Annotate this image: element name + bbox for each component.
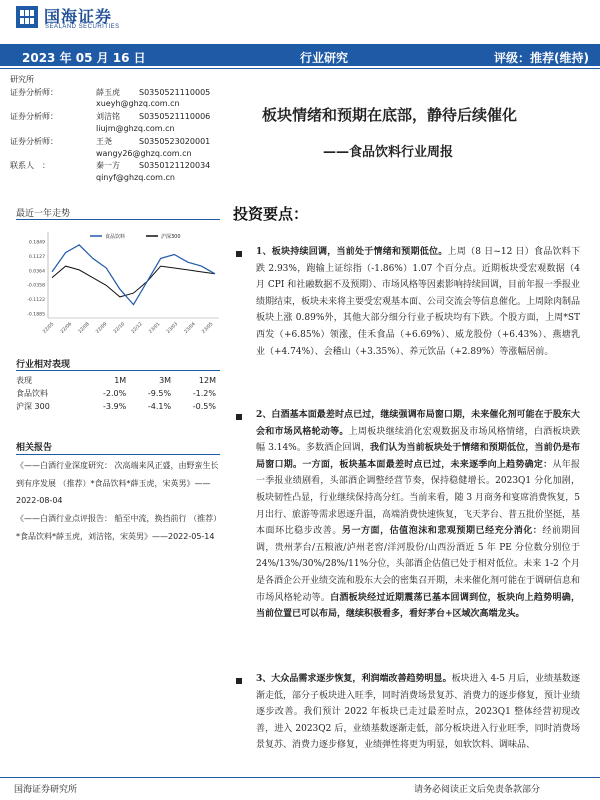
footer-divider [0,777,600,778]
y-tick-label: 0.1849 [28,240,45,246]
table-cell: -9.5% [147,389,172,398]
brand-name: 国海证券 [44,7,113,26]
report-title: 板块情绪和预期在底部，静待后续催化 [262,106,518,124]
table-header-cell: 12M [198,376,216,385]
y-tick-label: -0.1122 [27,298,45,304]
rating-badge: 评级：推荐(维持) [494,51,589,65]
performance-heading: 行业相对表现 [16,360,71,370]
point-paragraph [256,244,580,360]
x-tick-label: 23/03 [166,321,180,335]
bullet-icon [236,414,242,420]
table-cell: -3.9% [103,402,127,411]
table-cell: 食品饮料 [16,389,48,398]
analyst-name: 薛玉虎 [96,88,120,97]
point-emphasis: 我们认为当前板块处于情绪和预期低位，当前仍是布局窗口期。一方面，板块基本面最差时点已过，未来逐季向上趋势确定： [256,443,580,470]
x-tick-label: 22/12 [130,321,144,335]
analyst-license: S0350523020001 [139,137,211,146]
x-tick-label: 23/05 [201,321,215,335]
table-cell: -4.1% [147,402,172,411]
analyst-email[interactable]: qinyf@ghzq.com.cn [96,173,175,182]
analyst-role: 证券分析师： [10,112,58,121]
legend-label-industry: 食品饮料 [105,234,126,240]
x-tick-label: 23/01 [148,321,162,335]
analyst-email[interactable]: wangy26@ghzq.com.cn [96,149,192,158]
table-row [16,387,216,400]
point-text: 上周板块继续消化宏观数据及市场风格情绪，白酒板块跌幅 3.14%。多数酒企回调， [256,426,580,454]
point-paragraph [256,671,580,754]
report-subtitle: ——食品饮料行业周报 [323,145,454,160]
x-tick-label: 22/09 [95,321,109,335]
brand-name-en: SEALAND SECURITIES [45,24,120,30]
table-row [16,400,216,413]
points-heading: 投资要点： [233,205,309,223]
x-tick-label: 22/05 [42,321,56,335]
x-tick-label: 22/10 [113,321,127,335]
related-heading: 相关报告 [16,443,53,453]
table-cell: -1.2% [192,389,216,398]
performance-divider [16,370,220,371]
table-header-cell: 表现 [16,376,32,385]
performance-table [16,374,216,413]
x-tick-label: 23/04 [183,321,197,335]
related-divider [16,454,220,455]
point-text: 上周（8 日~12 日）食品饮料下跌 2.93%，跑输上证综指（-1.86%）1.07 个百分点。近期板块受宏观数据（4 月 CPI 和社融数据不及预期）、市场风格等因素影响持续回调，目前年报一季报业绩期结束，板块未来将主要受宏观基本面、公司交流会等信息催化。上周除肉制品板块上涨 0.89%外，其他大部分细分行业子板块均有下跌。个股方面，上周*ST 西发（+6.85%）领涨，佳禾食品（+6.69%）、威龙股份（+6.43%）、燕塘乳业（+4.74%）、会稽山（+3.35%）、养元饮品（+2.89%）等涨幅居前。 [256,247,581,357]
y-tick-label: -0.1885 [27,312,45,318]
report-date: 2023 年 05 月 16 日 [22,51,146,65]
series-line-hs300 [52,266,215,297]
point-paragraph [256,407,580,623]
table-cell: 沪深 300 [16,402,50,411]
analyst-email[interactable]: liujm@ghzq.com.cn [96,124,175,133]
y-tick-label: 0.1127 [28,254,45,260]
point-emphasis: 白酒板块经过近期震荡已基本回调到位，板块向上趋势明确，当前位置已可以布局，继续积极看多，看好茅台+区域次高端龙头。 [256,592,580,620]
point-emphasis: 另一方面，估值泡沫和悲观预期已经充分消化： [341,526,543,537]
analyst-role: 证券分析师： [10,88,58,97]
table-cell: -2.0% [103,389,127,398]
point-text: 经前期回调，贵州茅台/五粮液/泸州老窖/洋河股份/山西汾酒近 5 年 PE 分位数分别位于 24%/13%/30%/28%/11%分位，头部酒企估值已处于相对低位。未来 1-2 个月是各酒企公开业绩交流和股东大会的密集召开期，未来催化剂可能在于调研信息和市场风格轮动等。 [256,526,581,603]
analyst-name: 王尧 [96,137,112,146]
analyst-heading: 研究所 [10,75,34,84]
point-text: 从年报一季报业绩剧看，头部酒企调整经营节奏，保持稳健增长。2023Q1 分化加剧，板块韧性凸显，行业继续保持高分红。当前来看，随 3 月商务和宴席消费恢复，5 月出行、旅游等需求恩逐升温，高端消费快速恢复，飞天茅台、普五批价坚挺，基本面环比稳步改善。 [256,459,581,537]
header-divider [0,68,600,69]
point-emphasis: 3、大众品需求逐步恢复，利润端改善趋势明显。 [256,674,452,684]
point-text: 板块进入 4-5 月后，业绩基数逐渐走低，部分子板块进入旺季，同时消费场景复苏、消费力的逐步修复，预计业绩逐步改善。我们预计 2022 年板块已走过最差时点，2023Q1 整体经营初现改善，进入 2023Q2 后，业绩基数逐渐走低，部分板块进入行业旺季，同时消费场景复苏、消费力逐步修复，业绩弹性将更为明显，如软饮料、调味品、 [256,674,581,751]
trend-chart [14,224,224,342]
y-tick-label: 0.0364 [28,269,45,275]
analyst-role: 联系人 ： [10,161,50,170]
table-header-row [16,374,216,387]
analyst-license: S0350121120034 [139,161,211,170]
analyst-license: S0350521110006 [139,112,211,121]
bullet-icon [236,678,242,684]
series-line-food-beverage [52,245,215,305]
point-emphasis: 1、板块持续回调，当前处于情绪和预期低位。 [256,247,448,257]
bullet-icon [236,251,242,257]
table-cell: -0.5% [192,402,216,411]
legend-label-index: 沪深300 [161,234,181,240]
analyst-name: 秦一方 [96,161,120,170]
table-header-cell: 1M [114,376,127,385]
related-report-link[interactable]: 《——白酒行业深度研究： 次高端来风正盛，由野蛮生长到有序发展 （推荐）*食品饮料*薛玉虎，宋英男》——2022-08-04 [16,461,219,506]
trend-divider [16,219,220,220]
x-tick-label: 22/06 [60,321,74,335]
related-report-link[interactable]: 《——白酒行业点评报告： 船至中流，换挡前行 （推荐）*食品饮料*薛玉虎，刘洁铭，宋英男》——2022-05-14 [16,514,218,541]
analyst-email[interactable]: xueyh@ghzq.com.cn [96,99,180,108]
sealand-logo-icon [16,6,38,28]
report-type: 行业研究 [300,51,349,65]
x-tick-label: 22/08 [77,321,91,335]
trend-heading: 最近一年走势 [16,209,71,219]
analyst-name: 刘洁铭 [96,112,120,121]
analyst-license: S0350521110005 [139,88,211,97]
point-emphasis: 2、白酒基本面最差时点已过，继续强调布局窗口期，未来催化剂可能在于股东大会和市场风格轮动等。 [256,410,580,437]
footer-left: 国海证券研究所 [14,785,78,795]
footer-disclaimer: 请务必阅读正文后免责条款部分 [414,785,541,795]
table-header-cell: 3M [159,376,172,385]
analyst-role: 证券分析师： [10,137,58,146]
y-tick-label: -0.0358 [27,283,45,289]
